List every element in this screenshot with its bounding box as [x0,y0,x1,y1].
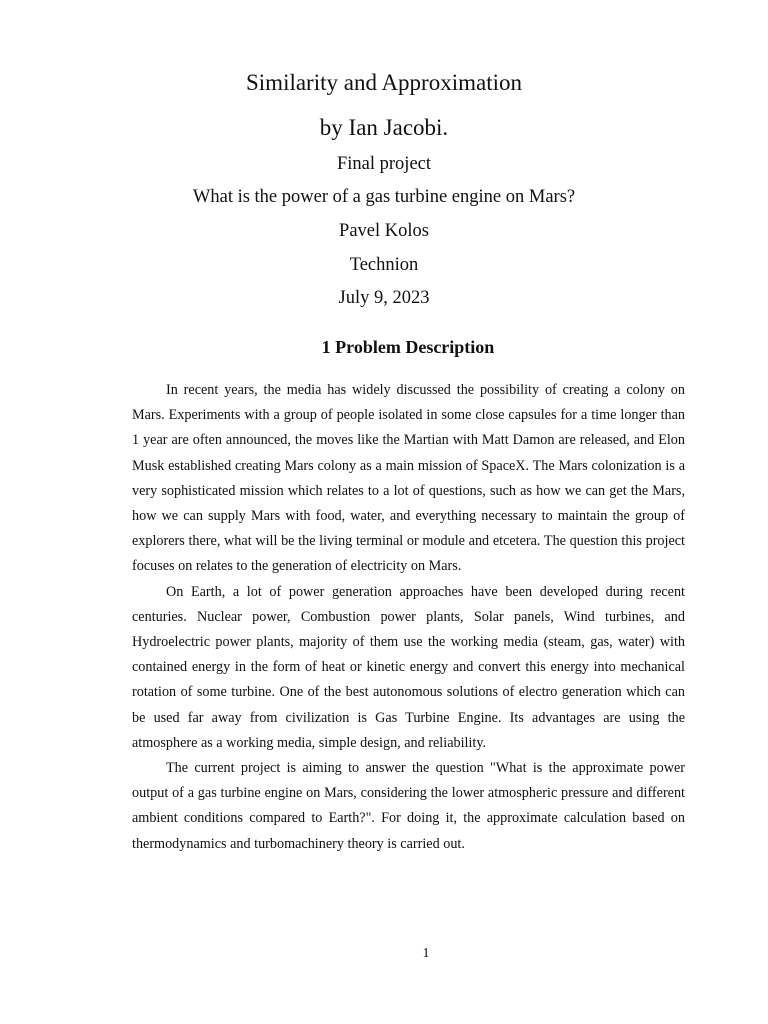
institution-name: Technion [349,255,419,275]
document-title: Similarity and Approximation [246,70,522,95]
page-number: 1 [422,946,430,961]
author-line: by Ian Jacobi. [319,115,449,140]
body-paragraph: On Earth, a lot of power generation approaches have been developed during recent centuries. Nuclear power, Combustion power plants, Solar panels, Wind turbines, and Hydroelectric power plants, majority of them use the working media (steam, gas, water) with contained energy in the form of heat or kinetic energy and convert this energy into mechanical rotation of some turbine. One of the best autonomous solutions of electro generation which can be used far away from civilization is Gas Turbine Engine. Its advantages are using the atmosphere as a working media, simple design, and reliability. [132,583,685,751]
section-body [132,378,685,857]
project-label: Final project [336,154,432,174]
body-paragraph: In recent years, the media has widely discussed the possibility of creating a colony on Mars. Experiments with a group of people isolated in some close capsules for a time longer than 1 year are often announced, the moves like the Martian with Matt Damon are released, and Elon Musk established creating Mars colony as a main mission of SpaceX. The Mars colonization is a very sophisticated mission which relates to a lot of questions, such as how we can get the Mars, how we can supply Mars with food, water, and everything necessary to maintain the group of explorers there, what will be the living terminal or module and etcetera. The question this project focuses on relates to the generation of electricity on Mars. [132,382,685,575]
document-date: July 9, 2023 [338,288,430,308]
section-heading: 1 Problem Description [321,337,495,357]
body-paragraph: The current project is aiming to answer the question "What is the approximate power output of a gas turbine engine on Mars, considering the lower atmospheric pressure and different ambient conditions compared to Earth?". For doing it, the approximate calculation based on thermodynamics and turbomachinery theory is carried out. [132,760,685,852]
project-question: What is the power of a gas turbine engine on Mars? [192,187,576,207]
student-name: Pavel Kolos [339,221,429,241]
